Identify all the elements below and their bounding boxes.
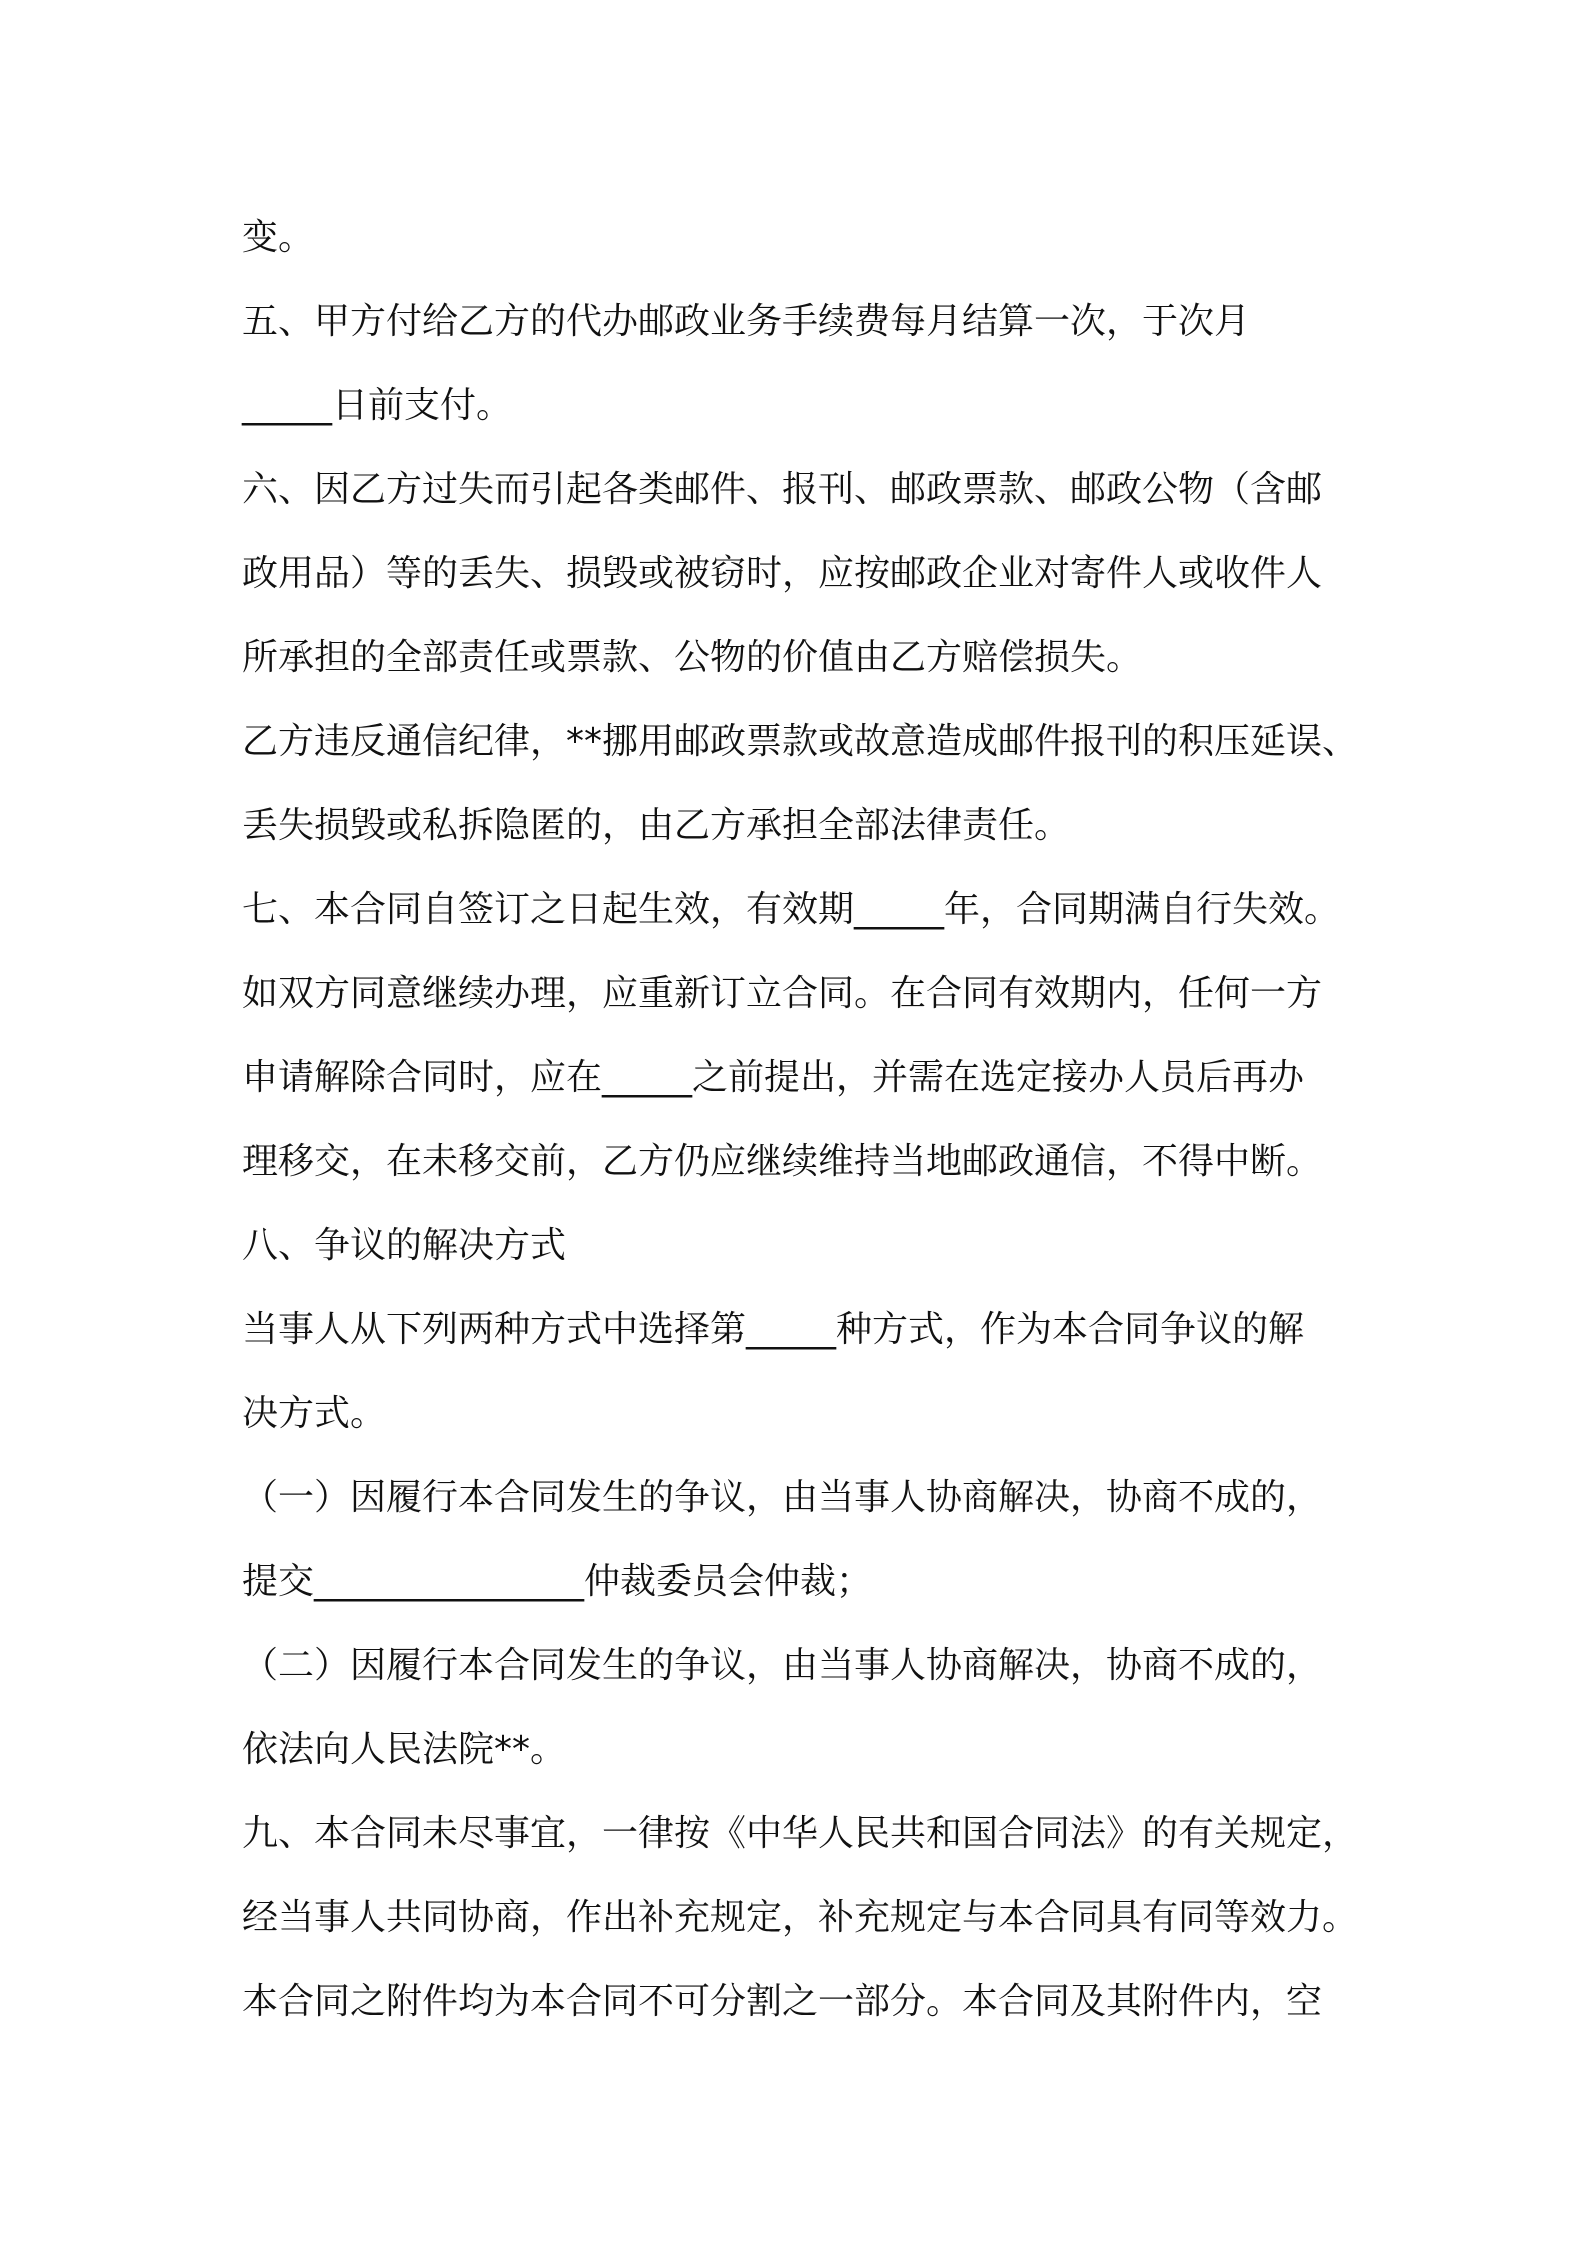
text-line: 六、因乙方过失而引起各类邮件、报刊、邮政票款、邮政公物（含邮 — [242, 469, 1323, 510]
text-line: 理移交，在未移交前，乙方仍应继续维持当地邮政通信，不得中断。 — [242, 1141, 1323, 1182]
text-line: （二）因履行本合同发生的争议，由当事人协商解决，协商不成的， — [242, 1645, 1323, 1686]
text-line: 提交_______________仲裁委员会仲裁； — [242, 1561, 873, 1602]
text-line: 政用品）等的丢失、损毁或被窃时，应按邮政企业对寄件人或收件人 — [242, 553, 1323, 594]
text-line: （一）因履行本合同发生的争议，由当事人协商解决，协商不成的， — [242, 1477, 1323, 1518]
text-line: _____日前支付。 — [242, 385, 513, 426]
text-line: 所承担的全部责任或票款、公物的价值由乙方赔偿损失。 — [242, 637, 1143, 678]
text-line: 决方式。 — [242, 1393, 387, 1434]
section-heading: 八、争议的解决方式 — [242, 1225, 567, 1266]
text-line: 经当事人共同协商，作出补充规定，补充规定与本合同具有同等效力。 — [242, 1897, 1359, 1938]
text-line: 依法向人民法院**。 — [242, 1729, 567, 1770]
text-line: 五、甲方付给乙方的代办邮政业务手续费每月结算一次，于次月 — [242, 301, 1251, 342]
text-line: 如双方同意继续办理，应重新订立合同。在合同有效期内，任何一方 — [242, 973, 1323, 1014]
text-line: 本合同之附件均为本合同不可分割之一部分。本合同及其附件内，空 — [242, 1981, 1323, 2022]
text-line: 当事人从下列两种方式中选择第_____种方式，作为本合同争议的解 — [242, 1309, 1305, 1350]
text-line: 九、本合同未尽事宜，一律按《中华人民共和国合同法》的有关规定， — [242, 1813, 1359, 1854]
text-line: 七、本合同自签订之日起生效，有效期_____年，合同期满自行失效。 — [242, 889, 1341, 930]
text-line: 丢失损毁或私拆隐匿的，由乙方承担全部法律责任。 — [242, 805, 1071, 846]
text-line: 乙方违反通信纪律，**挪用邮政票款或故意造成邮件报刊的积压延误、 — [242, 721, 1359, 762]
text-line: 变。 — [242, 217, 315, 258]
text-line: 申请解除合同时，应在_____之前提出，并需在选定接办人员后再办 — [242, 1057, 1305, 1098]
document-body — [242, 196, 1382, 2044]
